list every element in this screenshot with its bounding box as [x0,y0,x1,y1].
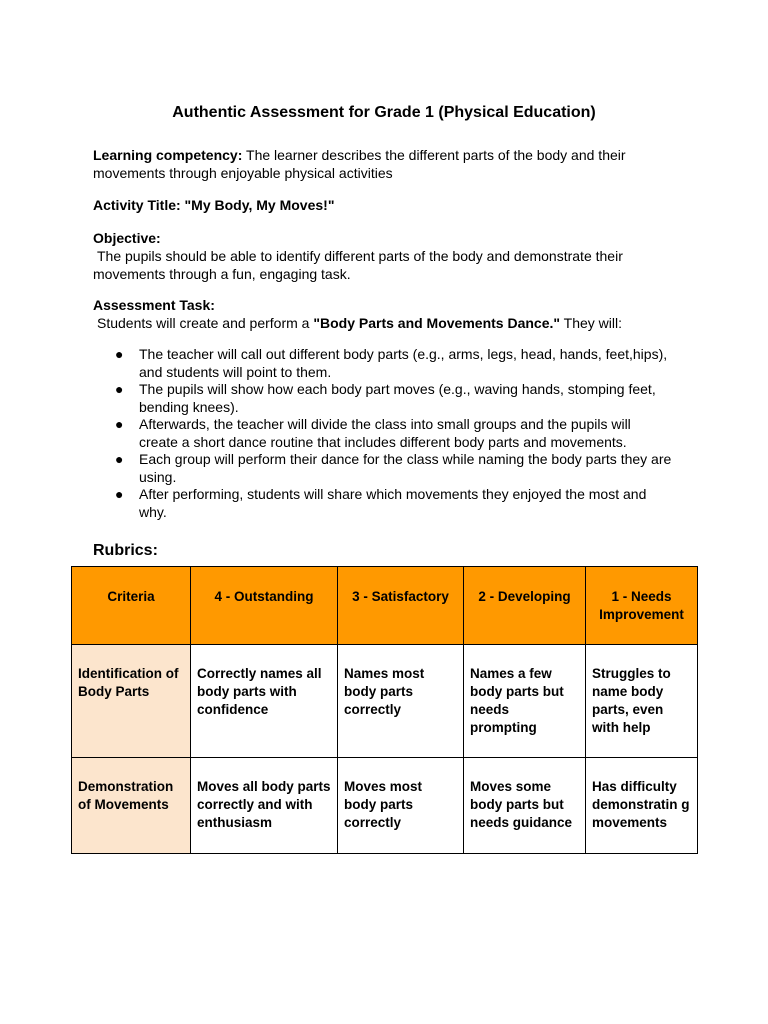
learning-competency-label: Learning competency: [93,147,243,163]
rubric-header-cell: Criteria [72,567,191,645]
rubric-cell: Struggles to name body parts, even with help [586,645,698,758]
rubric-cell: Has difficulty demonstratin g movements [586,758,698,854]
rubric-header-cell: 2 - Developing [464,567,586,645]
bullet-icon: ● [115,346,124,362]
objective-label: Objective: [93,230,161,246]
task-list-item [93,486,673,521]
rubric-cell: Names most body parts correctly [338,645,464,758]
rubric-cell: Correctly names all body parts with confidence [191,645,338,758]
rubrics-heading: Rubrics: [93,542,158,559]
objective [93,229,673,283]
task-item-text: Each group will perform their dance for the class while naming the body parts they are using. [139,451,672,485]
rubric-header-cell: 3 - Satisfactory [338,567,464,645]
task-item-text: The teacher will call out different body parts (e.g., arms, legs, head, hands, feet,hips), and students will point to them. [139,346,668,380]
rubric-header-cell: 1 - Needs Improvement [586,567,698,645]
assessment-task-intro-bold: "Body Parts and Movements Dance." [313,315,561,331]
task-list [93,346,673,521]
rubric-header-row [72,567,698,645]
rubric-criteria-cell: Demonstration of Movements [72,758,191,854]
task-list-item [93,416,673,451]
task-item-text: After performing, students will share which movements they enjoyed the most and why. [139,486,647,520]
task-item-text: Afterwards, the teacher will divide the class into small groups and the pupils will create a short dance routine that includes different body parts and movements. [139,416,631,450]
rubric-cell: Names a few body parts but needs prompting [464,645,586,758]
bullet-icon: ● [115,486,124,502]
rubric-cell: Moves some body parts but needs guidance [464,758,586,854]
assessment-task-intro-post: They will: [560,315,623,331]
bullet-icon: ● [115,451,124,467]
rubric-row [72,758,698,854]
learning-competency-text: The learner describes the different parts of the body and their movements through enjoyable physical activities [93,147,626,181]
learning-competency [93,146,673,182]
document-title: Authentic Assessment for Grade 1 (Physical Education) [172,104,596,121]
objective-text: The pupils should be able to identify different parts of the body and demonstrate their movements through a fun, engaging task. [93,248,623,282]
rubric-header-cell: 4 - Outstanding [191,567,338,645]
rubric-cell: Moves all body parts correctly and with enthusiasm [191,758,338,854]
task-list-item [93,451,673,486]
rubric-row [72,645,698,758]
rubric-table [71,566,698,854]
assessment-task-intro-pre: Students will create and perform a [97,315,314,331]
rubric-criteria-cell: Identification of Body Parts [72,645,191,758]
activity-title [93,196,673,214]
task-item-text: The pupils will show how each body part moves (e.g., waving hands, stomping feet, bending knees). [139,381,656,415]
assessment-task-label: Assessment Task: [93,297,215,313]
assessment-task-intro [93,314,673,332]
assessment-task [93,296,673,332]
bullet-icon: ● [115,381,124,397]
task-list-item [93,381,673,416]
bullet-icon: ● [115,416,124,432]
rubric-cell: Moves most body parts correctly [338,758,464,854]
task-list-item [93,346,673,381]
activity-title-label: Activity Title: "My Body, My Moves!" [93,197,335,213]
